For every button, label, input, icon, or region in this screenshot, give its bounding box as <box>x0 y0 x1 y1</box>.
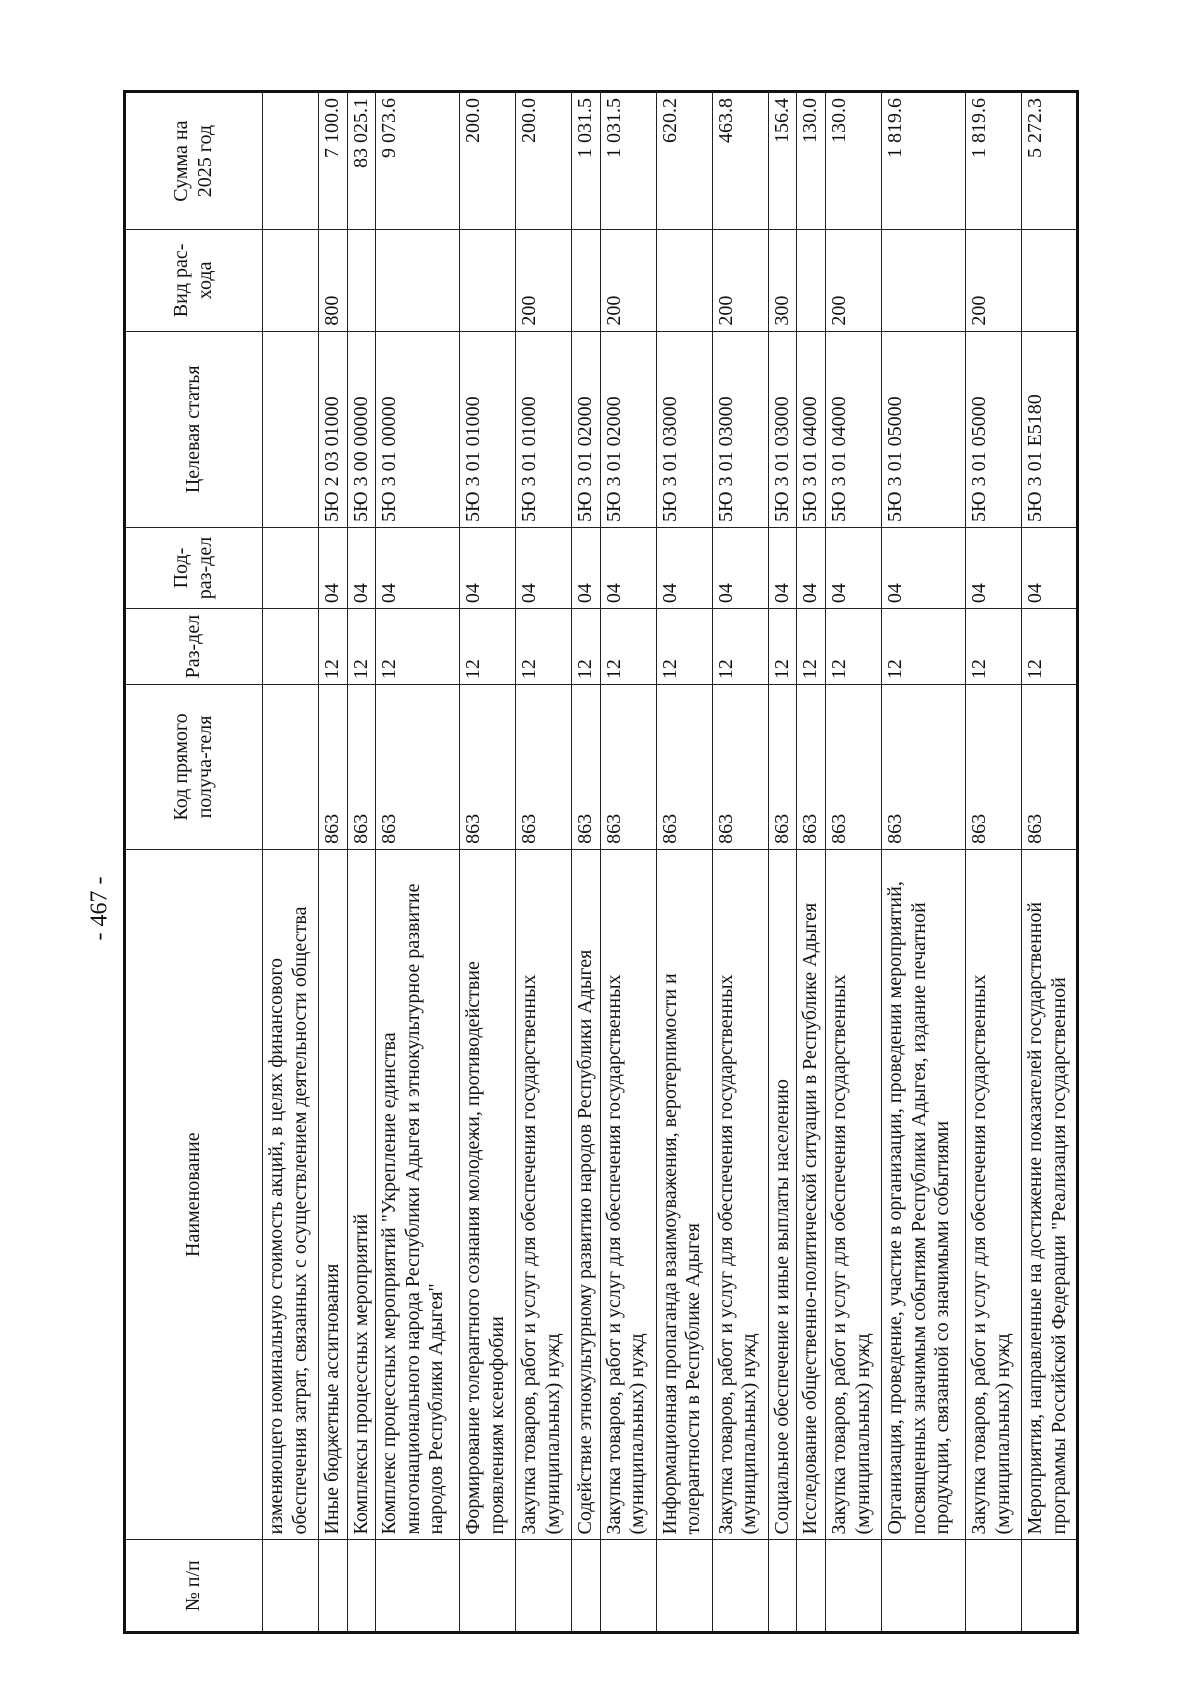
table-header-row <box>125 92 263 1633</box>
cell-target-article: 5Ю 3 01 05000 <box>881 331 965 527</box>
cell-expense-type <box>656 230 712 331</box>
cell-name: Информационная пропаганда взаимоуважения, веротерпимости и толерантности в Республике Адыгея <box>656 849 712 1540</box>
cell-target-article: 5Ю 3 01 01000 <box>516 331 572 527</box>
cell-recipient-code: 863 <box>965 685 1021 850</box>
cell-section: 12 <box>572 609 601 685</box>
cell-target-article: 5Ю 3 01 04000 <box>797 331 826 527</box>
cell-name: Исследование общественно-политической ситуации в Республике Адыгея <box>797 849 826 1540</box>
header-subsection: Под-раз-дел <box>125 527 263 608</box>
header-num: № п/п <box>125 1540 263 1633</box>
cell-subsection: 04 <box>572 527 601 608</box>
cell-num <box>516 1540 572 1633</box>
header-section: Раз-дел <box>125 609 263 685</box>
cell-num <box>656 1540 712 1633</box>
cell-sum: 1 031.5 <box>572 92 601 230</box>
table-row <box>376 92 460 1633</box>
cell-expense-type: 300 <box>768 230 797 331</box>
cell-target-article <box>263 331 319 527</box>
cell-target-article: 5Ю 3 01 04000 <box>825 331 881 527</box>
cell-recipient-code: 863 <box>797 685 826 850</box>
table-row <box>1021 92 1077 1633</box>
cell-target-article: 5Ю 3 01 03000 <box>656 331 712 527</box>
budget-table <box>123 90 1079 1634</box>
cell-subsection: 04 <box>881 527 965 608</box>
cell-subsection: 04 <box>1021 527 1077 608</box>
cell-section: 12 <box>460 609 516 685</box>
cell-recipient-code: 863 <box>460 685 516 850</box>
cell-subsection: 04 <box>600 527 656 608</box>
cell-expense-type: 200 <box>825 230 881 331</box>
cell-expense-type: 800 <box>319 230 348 331</box>
cell-recipient-code: 863 <box>768 685 797 850</box>
header-sum-2025: Сумма на 2025 год <box>125 92 263 230</box>
table-row <box>768 92 797 1633</box>
cell-expense-type: 200 <box>516 230 572 331</box>
cell-recipient-code: 863 <box>600 685 656 850</box>
cell-section: 12 <box>797 609 826 685</box>
cell-section: 12 <box>600 609 656 685</box>
cell-target-article: 5Ю 2 03 01000 <box>319 331 348 527</box>
cell-subsection: 04 <box>319 527 348 608</box>
cell-subsection: 04 <box>656 527 712 608</box>
cell-name: Организация, проведение, участие в организации, проведении мероприятий, посвященных значимым событиям Республики Адыгея, издание печатной продукции, связанной со значимыми событиями <box>881 849 965 1540</box>
cell-expense-type: 200 <box>600 230 656 331</box>
cell-num <box>881 1540 965 1633</box>
cell-name: Закупка товаров, работ и услуг для обеспечения государственных (муниципальных) нужд <box>965 849 1021 1540</box>
cell-subsection: 04 <box>460 527 516 608</box>
cell-name: Комплексы процессных мероприятий <box>347 849 376 1540</box>
cell-recipient-code: 863 <box>347 685 376 850</box>
cell-name: Содействие этнокультурному развитию народов Республики Адыгея <box>572 849 601 1540</box>
cell-subsection <box>263 527 319 608</box>
cell-num <box>825 1540 881 1633</box>
cell-section: 12 <box>319 609 348 685</box>
cell-target-article: 5Ю 3 00 00000 <box>347 331 376 527</box>
cell-sum: 9 073.6 <box>376 92 460 230</box>
header-name: Наименование <box>125 849 263 1540</box>
cell-sum: 5 272.3 <box>1021 92 1077 230</box>
cell-sum: 1 031.5 <box>600 92 656 230</box>
cell-expense-type: 200 <box>965 230 1021 331</box>
cell-sum: 200.0 <box>460 92 516 230</box>
table-row <box>516 92 572 1633</box>
cell-section <box>263 609 319 685</box>
cell-target-article: 5Ю 3 01 03000 <box>768 331 797 527</box>
table-row <box>347 92 376 1633</box>
table-row <box>600 92 656 1633</box>
cell-recipient-code: 863 <box>376 685 460 850</box>
cell-expense-type <box>572 230 601 331</box>
cell-expense-type <box>263 230 319 331</box>
page-number: - 467 - <box>86 876 113 940</box>
cell-sum: 7 100.0 <box>319 92 348 230</box>
table-row <box>825 92 881 1633</box>
table-row <box>965 92 1021 1633</box>
cell-name: Закупка товаров, работ и услуг для обеспечения государственных (муниципальных) нужд <box>825 849 881 1540</box>
cell-sum: 83 025.1 <box>347 92 376 230</box>
cell-recipient-code: 863 <box>881 685 965 850</box>
cell-num <box>572 1540 601 1633</box>
cell-num <box>600 1540 656 1633</box>
cell-sum: 1 819.6 <box>881 92 965 230</box>
cell-num <box>797 1540 826 1633</box>
cell-target-article: 5Ю 3 01 02000 <box>600 331 656 527</box>
cell-section: 12 <box>965 609 1021 685</box>
table-row <box>656 92 712 1633</box>
cell-sum: 130.0 <box>797 92 826 230</box>
table-row <box>319 92 348 1633</box>
cell-sum <box>263 92 319 230</box>
cell-target-article: 5Ю 3 01 Е5180 <box>1021 331 1077 527</box>
table-row <box>460 92 516 1633</box>
cell-num <box>1021 1540 1077 1633</box>
rotated-table-container <box>123 90 1068 1634</box>
table-row <box>572 92 601 1633</box>
cell-recipient-code: 863 <box>712 685 768 850</box>
table-row <box>797 92 826 1633</box>
cell-subsection: 04 <box>516 527 572 608</box>
cell-name: Закупка товаров, работ и услуг для обеспечения государственных (муниципальных) нужд <box>712 849 768 1540</box>
header-expense-type: Вид рас-хода <box>125 230 263 331</box>
cell-sum: 620.2 <box>656 92 712 230</box>
cell-recipient-code: 863 <box>825 685 881 850</box>
cell-num <box>712 1540 768 1633</box>
cell-sum: 200.0 <box>516 92 572 230</box>
cell-name: Иные бюджетные ассигнования <box>319 849 348 1540</box>
cell-expense-type <box>347 230 376 331</box>
cell-sum: 156.4 <box>768 92 797 230</box>
cell-target-article: 5Ю 3 01 05000 <box>965 331 1021 527</box>
cell-name: Формирование толерантного сознания молодежи, противодействие проявлениям ксенофобии <box>460 849 516 1540</box>
cell-subsection: 04 <box>965 527 1021 608</box>
cell-num <box>319 1540 348 1633</box>
cell-num <box>460 1540 516 1633</box>
cell-name: Закупка товаров, работ и услуг для обеспечения государственных (муниципальных) нужд <box>600 849 656 1540</box>
cell-expense-type <box>881 230 965 331</box>
cell-section: 12 <box>516 609 572 685</box>
cell-num <box>965 1540 1021 1633</box>
page-number-area <box>80 848 120 968</box>
cell-target-article: 5Ю 3 01 02000 <box>572 331 601 527</box>
cell-name: Мероприятия, направленные на достижение показателей государственной программы Российской Федерации "Реализация государственной <box>1021 849 1077 1540</box>
cell-recipient-code: 863 <box>319 685 348 850</box>
cell-section: 12 <box>712 609 768 685</box>
table-body <box>263 92 1078 1633</box>
cell-name: Социальное обеспечение и иные выплаты населению <box>768 849 797 1540</box>
cell-subsection: 04 <box>712 527 768 608</box>
cell-recipient-code <box>263 685 319 850</box>
table-row <box>263 92 319 1633</box>
cell-subsection: 04 <box>376 527 460 608</box>
cell-target-article: 5Ю 3 01 01000 <box>460 331 516 527</box>
cell-expense-type <box>1021 230 1077 331</box>
cell-expense-type: 200 <box>712 230 768 331</box>
cell-expense-type <box>376 230 460 331</box>
cell-expense-type <box>460 230 516 331</box>
cell-sum: 463.8 <box>712 92 768 230</box>
cell-section: 12 <box>376 609 460 685</box>
cell-num <box>347 1540 376 1633</box>
cell-sum: 130.0 <box>825 92 881 230</box>
cell-subsection: 04 <box>768 527 797 608</box>
header-target-article: Целевая статья <box>125 331 263 527</box>
cell-target-article: 5Ю 3 01 03000 <box>712 331 768 527</box>
header-recipient-code: Код прямого получа-теля <box>125 685 263 850</box>
table-row <box>712 92 768 1633</box>
cell-recipient-code: 863 <box>1021 685 1077 850</box>
cell-section: 12 <box>1021 609 1077 685</box>
cell-target-article: 5Ю 3 01 00000 <box>376 331 460 527</box>
cell-name: Комплекс процессных мероприятий "Укрепление единства многонационального народа Республики Адыгея и этнокультурное развитие народов Республики Адыгея" <box>376 849 460 1540</box>
cell-num <box>376 1540 460 1633</box>
cell-section: 12 <box>656 609 712 685</box>
cell-section: 12 <box>825 609 881 685</box>
cell-name: Закупка товаров, работ и услуг для обеспечения государственных (муниципальных) нужд <box>516 849 572 1540</box>
cell-expense-type <box>797 230 826 331</box>
cell-subsection: 04 <box>797 527 826 608</box>
cell-sum: 1 819.6 <box>965 92 1021 230</box>
cell-recipient-code: 863 <box>656 685 712 850</box>
cell-section: 12 <box>768 609 797 685</box>
table-row <box>881 92 965 1633</box>
cell-subsection: 04 <box>347 527 376 608</box>
cell-subsection: 04 <box>825 527 881 608</box>
cell-recipient-code: 863 <box>516 685 572 850</box>
cell-num <box>263 1540 319 1633</box>
cell-section: 12 <box>347 609 376 685</box>
cell-name: изменяющего номинальную стоимость акций, в целях финансового обеспечения затрат, связанных с осуществлением деятельности общества <box>263 849 319 1540</box>
cell-num <box>768 1540 797 1633</box>
cell-recipient-code: 863 <box>572 685 601 850</box>
cell-section: 12 <box>881 609 965 685</box>
